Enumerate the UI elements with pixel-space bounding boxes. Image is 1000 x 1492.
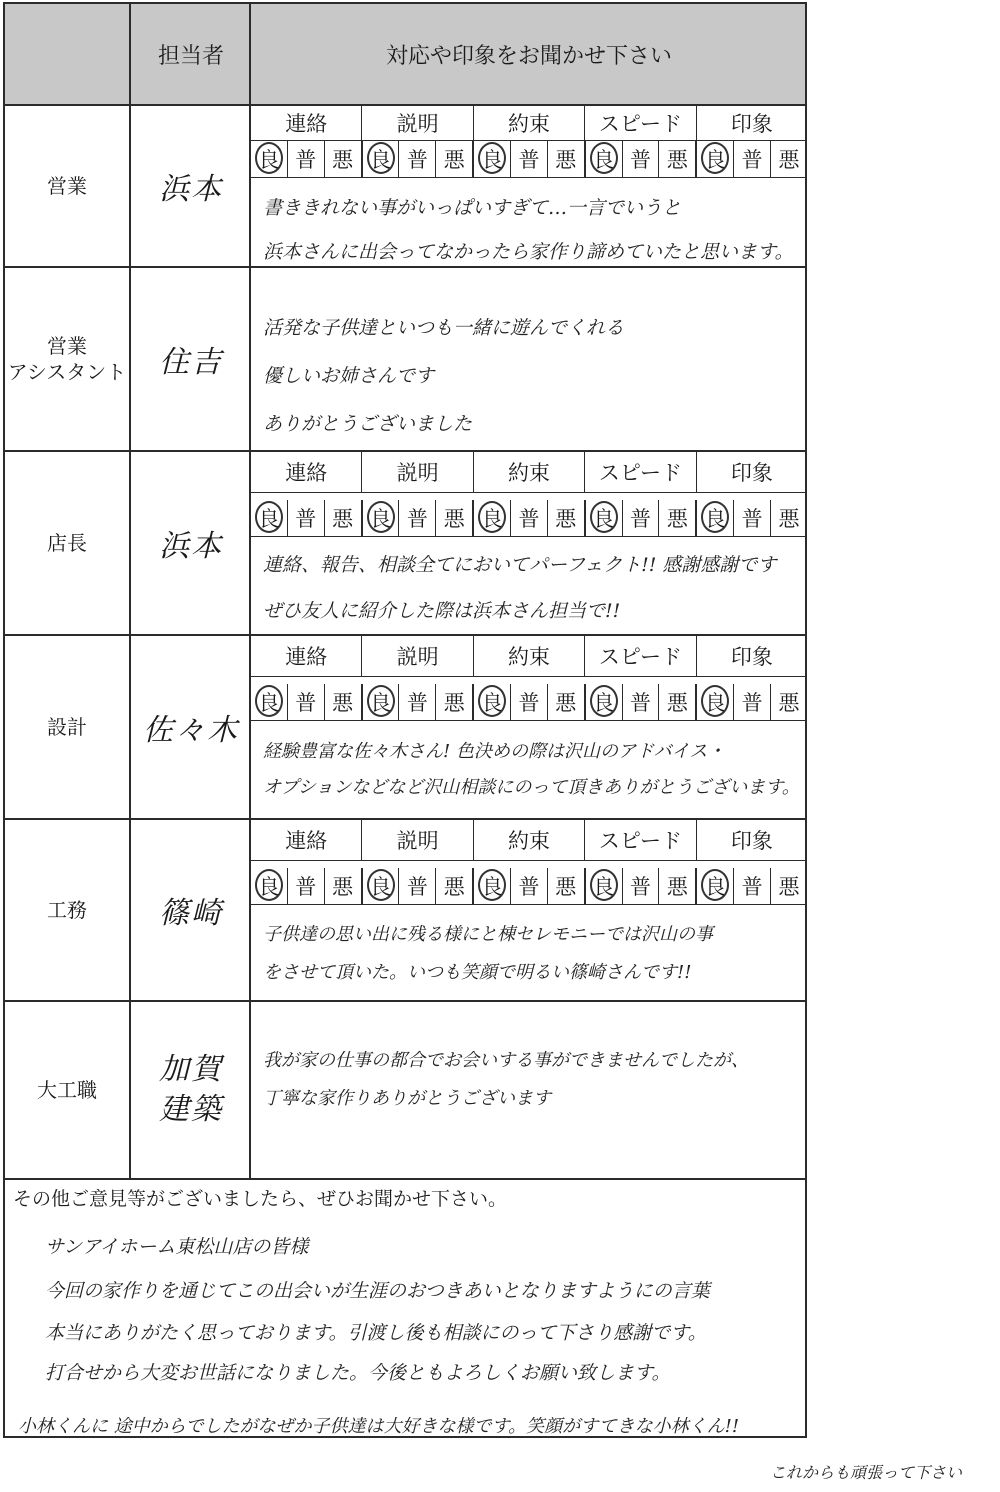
category-impression: 印象 [730, 645, 773, 669]
category-impression: 印象 [730, 461, 773, 485]
category-promise: 約束 [474, 820, 585, 860]
grade-average[interactable]: 普 [511, 684, 548, 720]
header-comment: 対応や印象をお聞かせ下さい [385, 43, 672, 69]
grade-good-selected[interactable]: 良 [363, 868, 400, 904]
row-carpenter [5, 1002, 805, 1180]
grade-average[interactable]: 普 [734, 868, 771, 904]
survey-form [3, 2, 807, 1438]
category-contact: 連絡 [251, 636, 362, 676]
grade-good-selected[interactable]: 良 [697, 868, 734, 904]
handwritten-line: サンアイホーム東松山店の皆様 [45, 1236, 309, 1258]
grade-bad[interactable]: 悪 [659, 500, 697, 536]
comment-line: 浜本さんに出会ってなかったら家作り諦めていたと思います。 [263, 241, 794, 263]
category-promise: 約束 [474, 452, 585, 492]
category-contact: 連絡 [251, 452, 362, 492]
rating-grades [251, 684, 807, 721]
grade-good-selected[interactable]: 良 [586, 868, 623, 904]
grade-average[interactable]: 普 [734, 684, 771, 720]
grade-good-selected[interactable]: 良 [474, 868, 511, 904]
grade-good-selected[interactable]: 良 [251, 141, 288, 177]
category-impression: 印象 [730, 112, 773, 136]
grade-average[interactable]: 普 [623, 684, 660, 720]
grade-average[interactable]: 普 [623, 868, 660, 904]
category-explanation: 説明 [362, 452, 473, 492]
rating-grades [251, 868, 807, 905]
handwritten-comment [263, 304, 803, 448]
grade-good-selected[interactable]: 良 [363, 141, 400, 177]
handwritten-comment [263, 734, 803, 806]
grade-good-selected[interactable]: 良 [363, 500, 400, 536]
header-staff: 担当者 [157, 43, 224, 69]
category-speed: スピード [585, 636, 696, 676]
grade-bad[interactable]: 悪 [659, 868, 697, 904]
handwritten-line: 打合せから大変お世話になりました。今後ともよろしくお願い致します。 [45, 1362, 671, 1384]
other-comments-section [5, 1180, 805, 1436]
comment-line: をさせて頂いた。いつも笑顔で明るい篠崎さんです!! [263, 962, 692, 983]
staff-signature: 佐々木 [143, 713, 239, 748]
category-promise: 約束 [474, 106, 585, 140]
role-label: 営業 アシスタント [7, 334, 127, 384]
grade-average[interactable]: 普 [399, 500, 436, 536]
grade-good-selected[interactable]: 良 [697, 684, 734, 720]
row-sales [5, 106, 805, 268]
rating-grades [251, 141, 807, 178]
category-speed: スピード [585, 106, 696, 140]
staff-signature: 浜本 [159, 529, 223, 564]
handwritten-line: 本当にありがたく思っております。引渡し後も相談にのって下さり感謝です。 [45, 1322, 707, 1344]
grade-average[interactable]: 普 [288, 500, 325, 536]
grade-average[interactable]: 普 [511, 141, 548, 177]
grade-bad[interactable]: 悪 [548, 500, 586, 536]
rating-categories [251, 106, 807, 141]
grade-good-selected[interactable]: 良 [697, 500, 734, 536]
grade-bad[interactable]: 悪 [325, 500, 363, 536]
comment-line: ありがとうございました [263, 413, 473, 435]
category-explanation: 説明 [362, 636, 473, 676]
staff-signature: 住吉 [159, 345, 223, 380]
grade-bad[interactable]: 悪 [548, 868, 586, 904]
role-label: 大工職 [37, 1078, 97, 1102]
category-impression: 印象 [730, 829, 773, 853]
staff-signature: 加賀 建築 [159, 1052, 223, 1127]
grade-good-selected[interactable]: 良 [251, 868, 288, 904]
comment-line: 活発な子供達といつも一緒に遊んでくれる [263, 317, 625, 339]
grade-bad[interactable]: 悪 [325, 141, 363, 177]
comment-line: オプションなどなど沢山相談にのって頂きありがとうございます。 [263, 777, 800, 798]
grade-average[interactable]: 普 [288, 684, 325, 720]
grade-bad[interactable]: 悪 [436, 684, 474, 720]
grade-bad[interactable]: 悪 [325, 684, 363, 720]
table-header [5, 4, 805, 106]
handwritten-comment [263, 542, 803, 634]
grade-good-selected[interactable]: 良 [474, 141, 511, 177]
grade-bad[interactable]: 悪 [548, 684, 586, 720]
rating-categories [251, 452, 807, 493]
grade-bad[interactable]: 悪 [659, 684, 697, 720]
grade-average[interactable]: 普 [734, 141, 771, 177]
grade-average[interactable]: 普 [511, 868, 548, 904]
comment-line: 我が家の仕事の都合でお会いする事ができませんでしたが、 [263, 1050, 749, 1071]
comment-line: 丁寧な家作りありがとうございます [263, 1088, 551, 1109]
grade-bad[interactable]: 悪 [778, 875, 800, 899]
comment-line: 経験豊富な佐々木さん! 色決めの際は沢山のアドバイス・ [263, 741, 726, 762]
handwritten-line: 今回の家作りを通じてこの出会いが生涯のおつきあいとなりますようにの言葉 [45, 1280, 710, 1302]
grade-good-selected[interactable]: 良 [586, 500, 623, 536]
handwritten-comment [263, 1042, 803, 1118]
grade-bad[interactable]: 悪 [436, 141, 474, 177]
category-explanation: 説明 [362, 820, 473, 860]
handwritten-line: これからも頑張って下さい [770, 1463, 963, 1482]
category-contact: 連絡 [251, 106, 362, 140]
category-promise: 約束 [474, 636, 585, 676]
role-label: 工務 [47, 898, 87, 922]
comment-line: 書ききれない事がいっぱいすぎて…一言でいうと [263, 197, 682, 219]
grade-good-selected[interactable]: 良 [474, 500, 511, 536]
grade-bad[interactable]: 悪 [436, 500, 474, 536]
grade-good-selected[interactable]: 良 [251, 684, 288, 720]
staff-signature: 篠崎 [159, 896, 223, 931]
handwritten-comment [263, 186, 803, 274]
row-design [5, 636, 805, 820]
grade-average[interactable]: 普 [623, 141, 660, 177]
comment-line: 優しいお姉さんです [263, 365, 435, 387]
category-speed: スピード [585, 820, 696, 860]
grade-good-selected[interactable]: 良 [363, 684, 400, 720]
comment-line: ぜひ友人に紹介した際は浜本さん担当で!! [263, 600, 621, 622]
category-contact: 連絡 [251, 820, 362, 860]
category-explanation: 説明 [362, 106, 473, 140]
rating-categories [251, 820, 807, 861]
grade-bad[interactable]: 悪 [778, 691, 800, 715]
grade-good-selected[interactable]: 良 [251, 500, 288, 536]
grade-average[interactable]: 普 [511, 500, 548, 536]
row-store-manager [5, 452, 805, 636]
role-label: 設計 [47, 715, 87, 739]
row-construction [5, 820, 805, 1002]
category-speed: スピード [585, 452, 696, 492]
grade-bad[interactable]: 悪 [548, 141, 586, 177]
rating-grades [251, 500, 807, 537]
grade-good-selected[interactable]: 良 [586, 684, 623, 720]
role-label: 店長 [47, 531, 87, 555]
grade-bad[interactable]: 悪 [778, 507, 800, 531]
grade-average[interactable]: 普 [399, 684, 436, 720]
row-sales-assistant [5, 268, 805, 452]
grade-average[interactable]: 普 [623, 500, 660, 536]
handwritten-comment [263, 916, 803, 992]
grade-average[interactable]: 普 [399, 868, 436, 904]
grade-average[interactable]: 普 [734, 500, 771, 536]
other-comments-label: その他ご意見等がございましたら、ぜひお聞かせ下さい。 [13, 1188, 508, 1210]
grade-average[interactable]: 普 [399, 141, 436, 177]
handwritten-line: 小林くんに 途中からでしたがなぜか子供達は大好きな様です。笑顔がすてきな小林くん!! [18, 1416, 740, 1437]
grade-average[interactable]: 普 [288, 868, 325, 904]
grade-bad[interactable]: 悪 [659, 141, 697, 177]
grade-good-selected[interactable]: 良 [586, 141, 623, 177]
grade-bad[interactable]: 悪 [778, 148, 800, 172]
grade-good-selected[interactable]: 良 [474, 684, 511, 720]
grade-good-selected[interactable]: 良 [697, 141, 734, 177]
comment-line: 子供達の思い出に残る様にと棟セレモニーでは沢山の事 [263, 924, 713, 945]
grade-bad[interactable]: 悪 [436, 868, 474, 904]
comment-line: 連絡、報告、相談全てにおいてパーフェクト!! 感謝感謝です [263, 554, 777, 576]
grade-average[interactable]: 普 [288, 141, 325, 177]
grade-bad[interactable]: 悪 [325, 868, 363, 904]
rating-categories [251, 636, 807, 677]
staff-signature: 浜本 [159, 172, 223, 207]
role-label: 営業 [47, 174, 87, 198]
